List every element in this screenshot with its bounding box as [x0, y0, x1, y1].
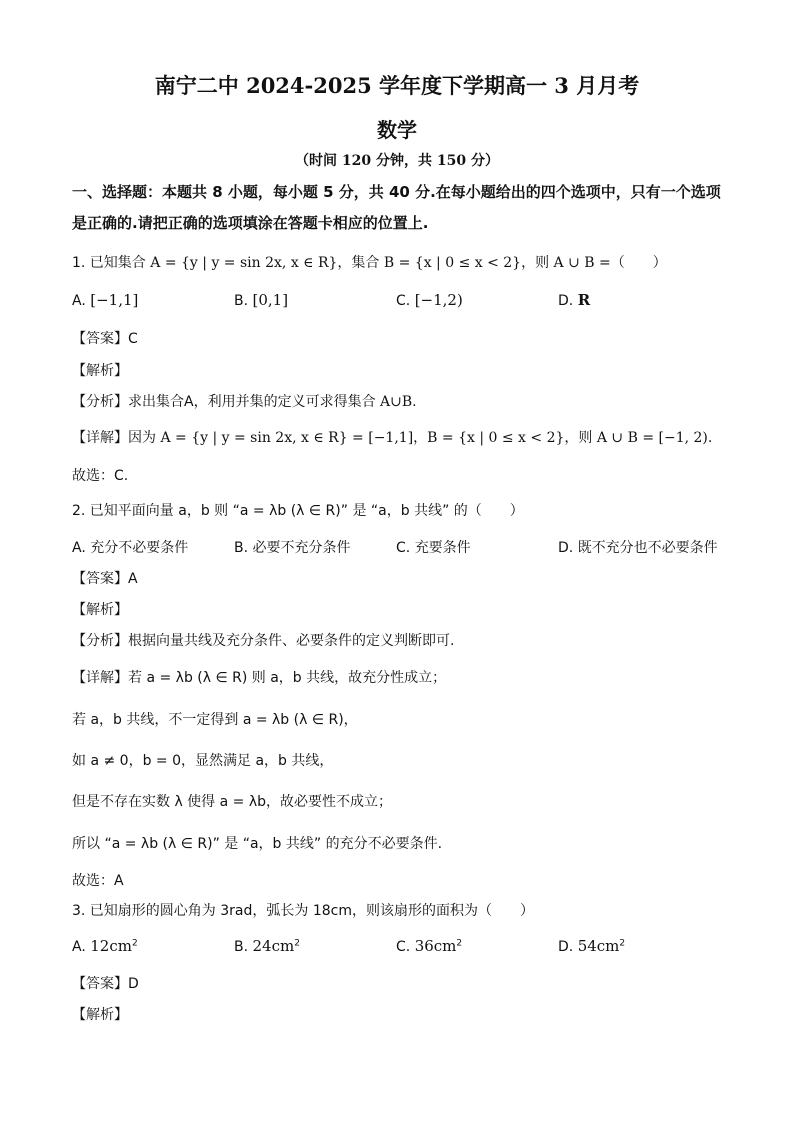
section-instructions: 一、选择题：本题共 8 小题，每小题 5 分，共 40 分.在每小题给出的四个选项中，只有一个选项是正确的.请把正确的选项填涂在答题卡相应的位置上. — [72, 183, 721, 232]
q1-text-4: （ ） — [610, 255, 667, 271]
q2-answer: 【答案】A — [72, 571, 138, 587]
option-label: A. — [72, 540, 86, 556]
q1-answer: 【答案】C — [72, 331, 138, 347]
q2-detail-line: 所以 “a = λb (λ ∈ R)” 是 “a，b 共线” 的充分不必要条件. — [72, 836, 443, 852]
option-label: C. — [396, 939, 411, 955]
question-1-stem — [72, 252, 752, 272]
q2-detail-line: 如 a ≠ 0，b = 0，显然满足 a，b 共线， — [72, 753, 334, 769]
option-value: 24cm — [252, 937, 295, 955]
subject-heading: 数学 — [377, 118, 417, 142]
page-title: 南宁二中 2024-2025 学年度下学期高一 3 月月考 — [154, 73, 640, 98]
q3-analysis-heading: 【解析】 — [72, 1007, 128, 1023]
option-superscript: 2 — [294, 938, 300, 949]
q1-option-d — [558, 291, 590, 309]
fenxi-end: . — [412, 394, 417, 410]
detail-math-2: B = {x | 0 ≤ x < 2} — [427, 430, 565, 446]
q1-option-b — [234, 291, 288, 309]
option-value: 36cm — [414, 937, 457, 955]
option-label: B. — [234, 293, 249, 309]
q1-choose: 故选：C. — [72, 468, 129, 484]
option-label: B. — [234, 939, 249, 955]
q3-option-b — [234, 937, 300, 955]
option-value: 12cm — [90, 937, 132, 955]
option-label: D. — [558, 939, 574, 955]
option-value: 既不充分也不必要条件 — [577, 540, 718, 556]
q1-option-a — [72, 291, 138, 309]
q2-detail-line: 但是不存在实数 λ 使得 a = λb，故必要性不成立； — [72, 794, 393, 810]
option-value: [−1,2) — [414, 291, 463, 309]
option-label: A. — [72, 939, 86, 955]
q1-set-a: A = {y | y = sin 2x, x ∈ R} — [150, 255, 338, 271]
fenxi-text: 【分析】求出集合A，利用并集的定义可求得集合 — [72, 394, 381, 410]
q1-text-2: ，集合 — [337, 255, 384, 271]
option-value: 必要不充分条件 — [252, 540, 351, 556]
option-value: 充分不必要条件 — [90, 540, 189, 556]
q2-option-c — [396, 537, 471, 557]
q1-text-3: ，则 — [521, 255, 554, 271]
question-2-stem: 2. 已知平面向量 a，b 则 “a = λb (λ ∈ R)” 是 “a，b 共线” 的（ ） — [72, 503, 524, 519]
q2-option-b — [234, 537, 351, 557]
q2-detail-line: 【详解】若 a = λb (λ ∈ R) 则 a，b 共线，故充分性成立； — [72, 670, 447, 686]
fenxi-math: A∪B — [380, 394, 413, 410]
option-value: 54cm — [577, 937, 620, 955]
detail-math-3: A ∪ B = [−1, 2) — [596, 430, 708, 446]
option-superscript: 2 — [619, 938, 626, 949]
option-value: [0,1] — [252, 291, 289, 309]
option-label: D. — [558, 540, 574, 556]
option-value: [−1,1] — [90, 291, 139, 309]
detail-text-1: 【详解】因为 — [72, 430, 161, 446]
option-value: 充要条件 — [414, 540, 471, 556]
option-superscript: 2 — [131, 938, 138, 949]
q1-detail — [72, 427, 752, 447]
q2-option-d — [558, 537, 718, 557]
time-info: （时间 120 分钟，共 150 分） — [295, 153, 499, 169]
q3-answer: 【答案】D — [72, 976, 139, 992]
q2-analysis-heading: 【解析】 — [72, 602, 128, 618]
q1-union: A ∪ B = — [553, 255, 611, 271]
detail-text-3: ，则 — [564, 430, 597, 446]
option-value: R — [577, 291, 591, 309]
q1-fenxi — [72, 391, 752, 411]
q2-choose: 故选：A — [72, 873, 124, 889]
option-label: C. — [396, 293, 411, 309]
q1-text-1: 1. 已知集合 — [72, 255, 151, 271]
q1-set-b: B = {x | 0 ≤ x < 2} — [383, 255, 522, 271]
q2-option-a — [72, 537, 188, 557]
option-label: C. — [396, 540, 411, 556]
q3-option-a — [72, 937, 138, 955]
q3-option-c — [396, 937, 462, 955]
option-label: D. — [558, 293, 574, 309]
q1-option-c — [396, 291, 463, 309]
option-label: B. — [234, 540, 249, 556]
q2-fenxi: 【分析】根据向量共线及充分条件、必要条件的定义判断即可. — [72, 633, 455, 649]
question-3-stem: 3. 已知扇形的圆心角为 3rad，弧长为 18cm，则该扇形的面积为（ ） — [72, 903, 534, 919]
q3-option-d — [558, 937, 625, 955]
detail-text-2: ， — [413, 430, 428, 446]
q1-analysis-heading: 【解析】 — [72, 363, 128, 379]
option-superscript: 2 — [456, 938, 463, 949]
detail-end: . — [707, 430, 713, 446]
q2-detail-line: 若 a，b 共线，不一定得到 a = λb (λ ∈ R)， — [72, 712, 358, 728]
detail-math-1: A = {y | y = sin 2x, x ∈ R} = [−1,1] — [160, 430, 414, 446]
option-label: A. — [72, 293, 86, 309]
